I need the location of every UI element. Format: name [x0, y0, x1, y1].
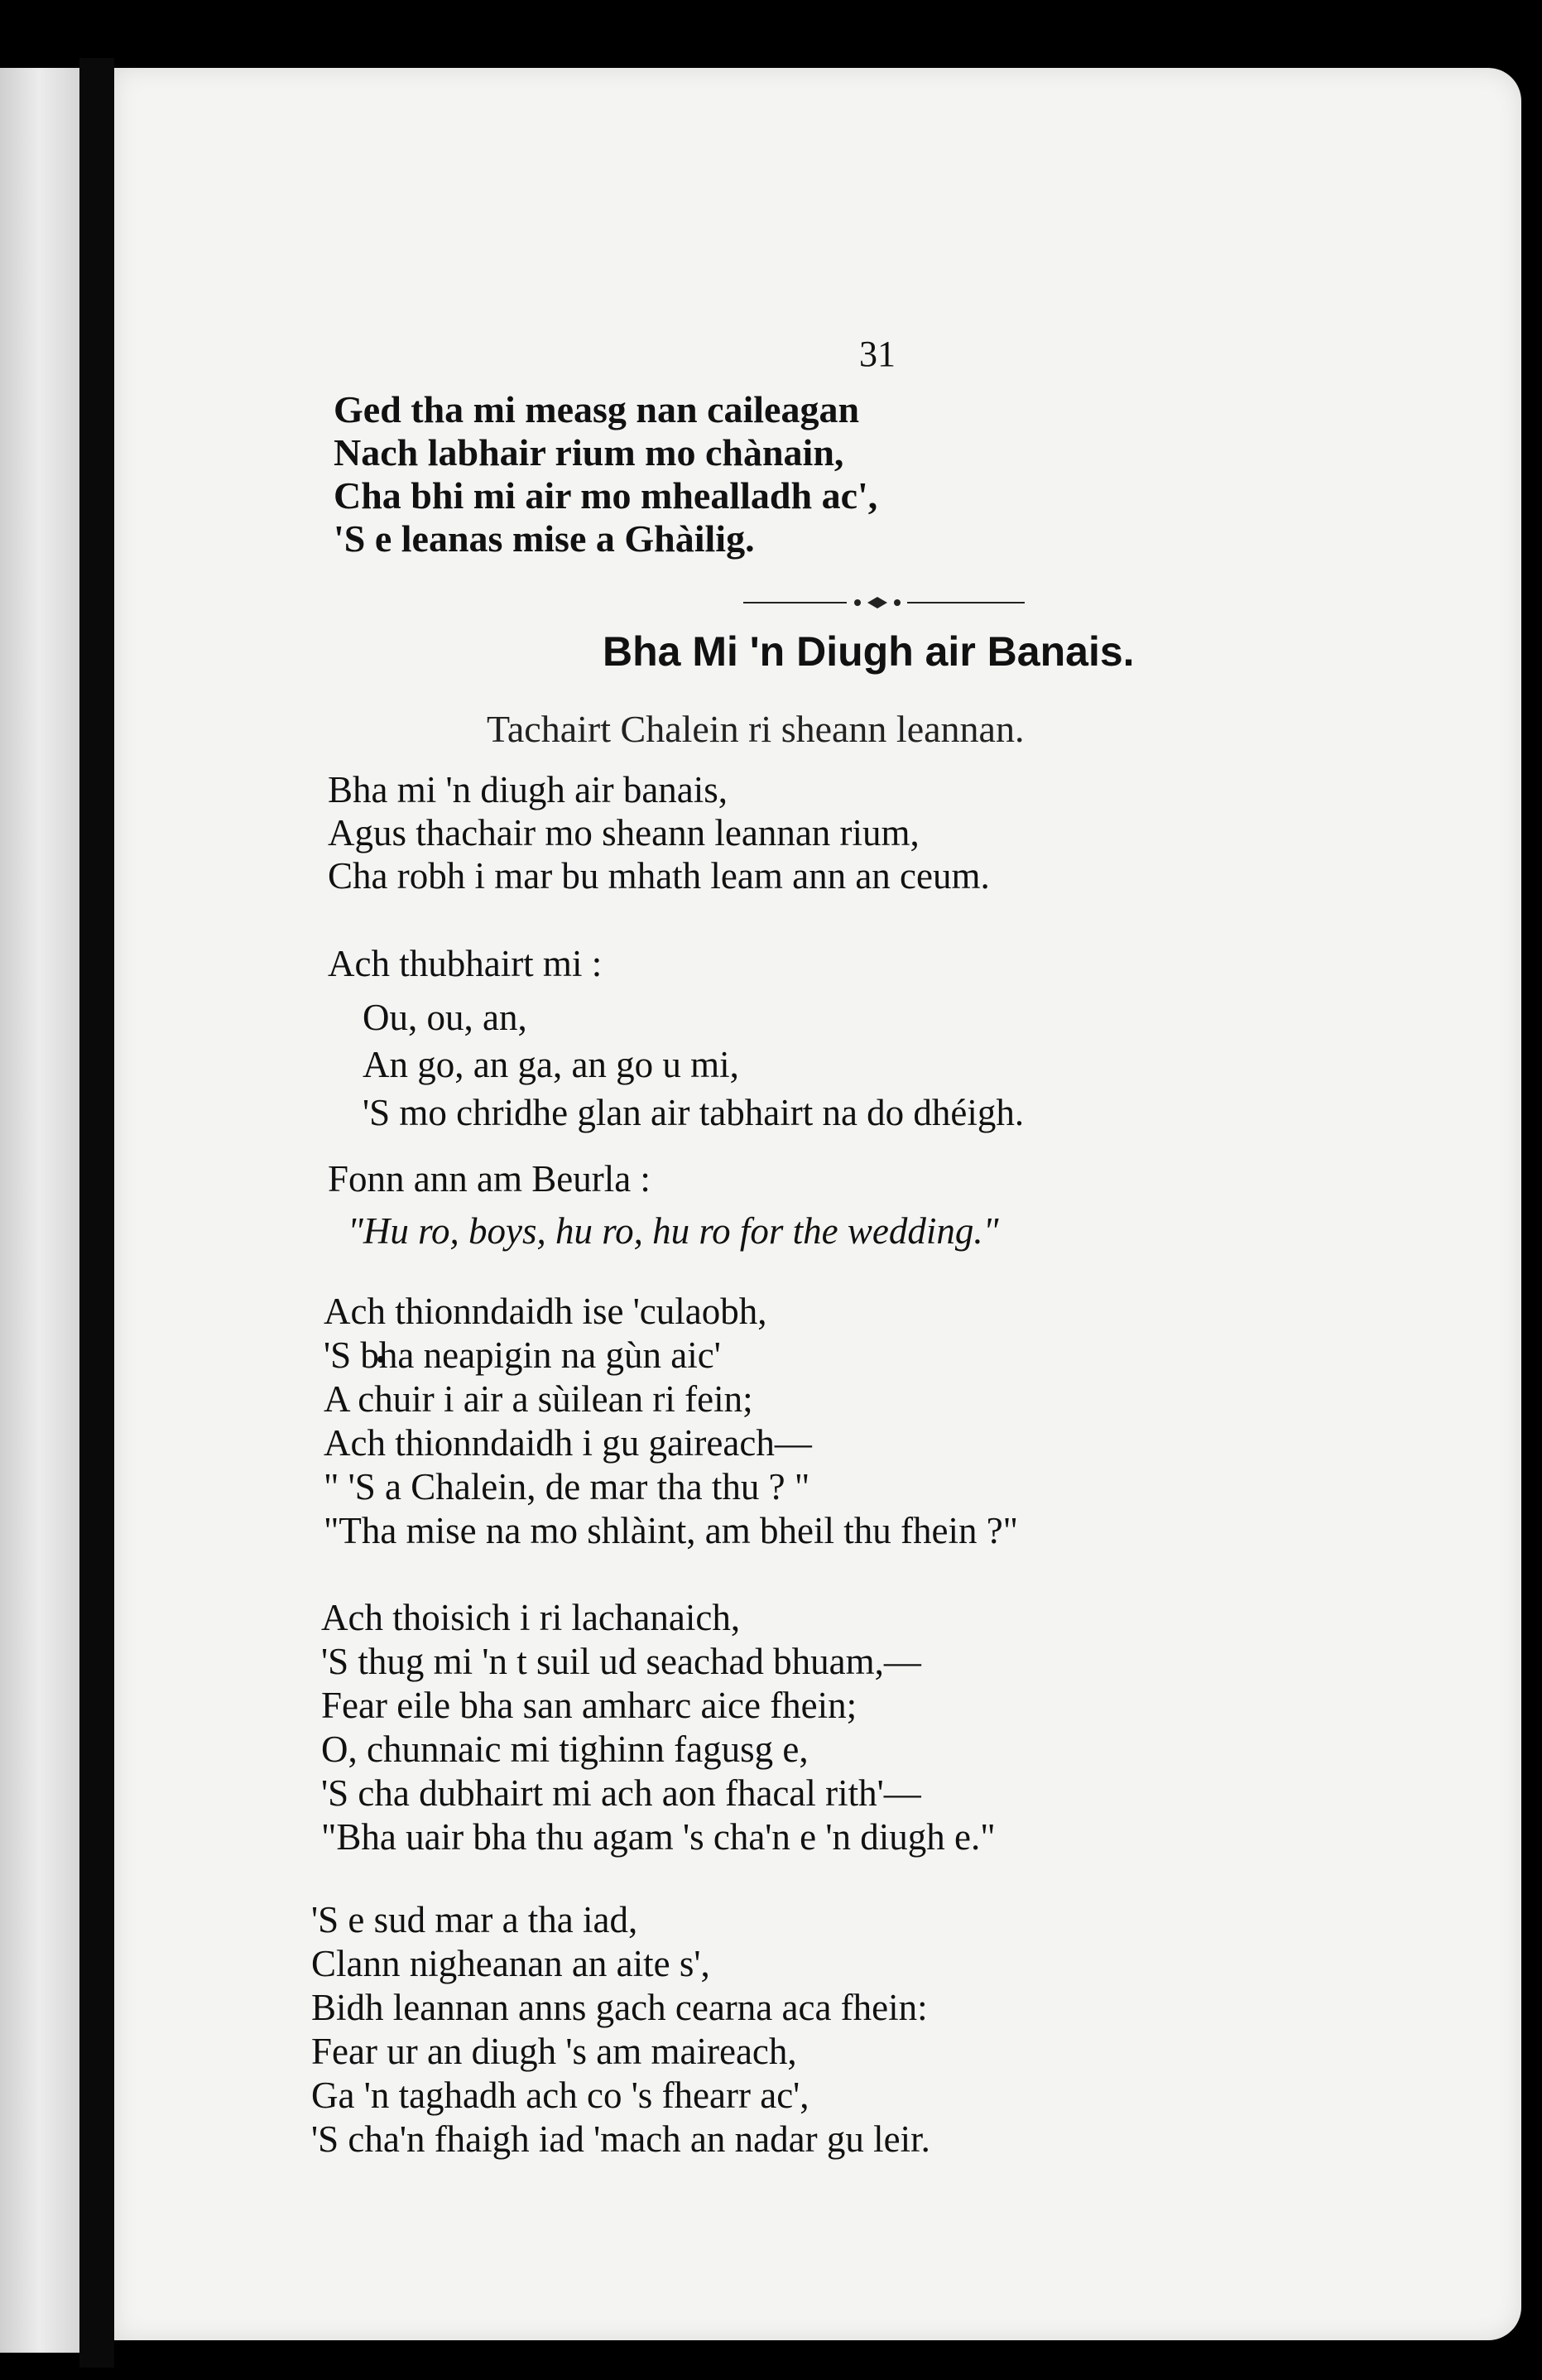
verse-line: Ach thionndaidh i gu gaireach—: [324, 1422, 812, 1464]
verse-line: 'S e leanas mise a Ghàilig.: [334, 517, 755, 560]
verse-line-english-refrain: "Hu ro, boys, hu ro, hu ro for the wedding.": [348, 1210, 999, 1252]
verse-line: Agus thachair mo sheann leannan rium,: [328, 812, 920, 853]
verse-line: "Tha mise na mo shlàint, am bheil thu fhein ?": [324, 1510, 1019, 1551]
verse-line: O, chunnaic mi tighinn fagusg e,: [321, 1729, 809, 1770]
verse-line: Fear eile bha san amharc aice fhein;: [321, 1685, 857, 1726]
verse-line: Clann nigheanan an aite s',: [311, 1943, 710, 1984]
verse-line: 'S cha'n fhaigh iad 'mach an nadar gu leir.: [311, 2118, 930, 2160]
verse-line: An go, an ga, an go u mi,: [363, 1044, 739, 1085]
verse-line: Nach labhair rium mo chànain,: [334, 431, 844, 474]
verse-line: 'S bha neapigin na gùn aic': [324, 1334, 721, 1376]
ornament-divider: [743, 594, 1025, 611]
song-title: Bha Mi 'n Diugh air Banais.: [603, 628, 1135, 675]
book-gutter: [79, 58, 114, 2368]
verse-line: 'S cha dubhairt mi ach aon fhacal rith'—: [321, 1772, 921, 1814]
verse-line: Fonn ann am Beurla :: [328, 1158, 651, 1200]
verse-line: Ach thubhairt mi :: [328, 943, 603, 984]
page-number: 31: [859, 334, 896, 374]
book-page: [114, 68, 1521, 2340]
verse-line: 'S mo chridhe glan air tabhairt na do dhéigh.: [363, 1092, 1025, 1133]
verse-line: Ach thoisich i ri lachanaich,: [321, 1597, 741, 1638]
verse-line: Fear ur an diugh 's am maireach,: [311, 2031, 797, 2072]
verse-line: Ga 'n taghadh ach co 's fhearr ac',: [311, 2075, 809, 2116]
verse-line: Bidh leannan anns gach cearna aca fhein:: [311, 1987, 928, 2028]
verse-line: Cha bhi mi air mo mhealladh ac',: [334, 474, 878, 517]
song-subtitle: Tachairt Chalein ri sheann leannan.: [487, 708, 1025, 750]
verse-line: "Bha uair bha thu agam 's cha'n e 'n diugh e.": [321, 1816, 996, 1858]
verse-line: 'S thug mi 'n t suil ud seachad bhuam,—: [321, 1641, 921, 1682]
verse-line: Bha mi 'n diugh air banais,: [328, 769, 728, 810]
verse-line: " 'S a Chalein, de mar tha thu ? ": [324, 1466, 810, 1507]
facing-page-edge: [0, 68, 79, 2353]
verse-line: Ou, ou, an,: [363, 997, 527, 1038]
verse-line: 'S e sud mar a tha iad,: [311, 1899, 638, 1940]
verse-line: Ged tha mi measg nan caileagan: [334, 388, 860, 430]
verse-line: A chuir i air a sùilean ri fein;: [324, 1378, 753, 1420]
verse-line: Ach thionndaidh ise 'culaobh,: [324, 1291, 767, 1332]
verse-line: Cha robh i mar bu mhath leam ann an ceum.: [328, 855, 990, 897]
